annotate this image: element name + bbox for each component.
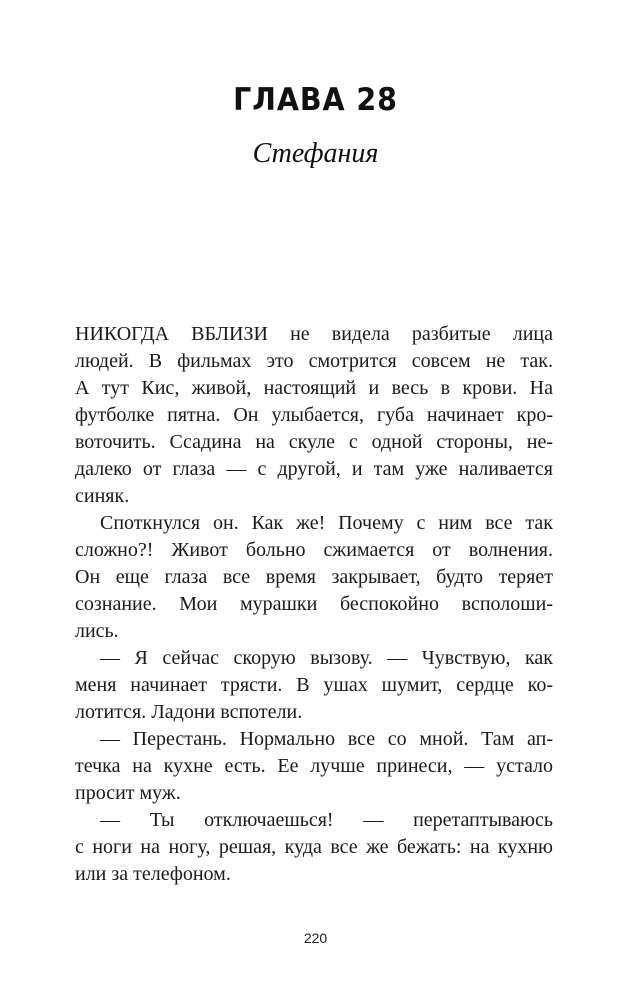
paragraph — [75, 726, 553, 807]
page-number: 220 — [303, 930, 328, 946]
text-line: — Я сейчас скорую вызову. — Чувствую, как — [100, 647, 553, 669]
chapter-subtitle: Стефания — [252, 138, 379, 169]
text-line: меня начинает трясти. В ушах шумит, сердце ко- — [75, 674, 553, 696]
text-line: сложно?! Живот больно сжимается от волнения. — [75, 539, 553, 561]
chapter-title: ГЛАВА 28 — [233, 82, 398, 118]
text-line: футболке пятна. Он улыбается, губа начинает кро- — [75, 404, 553, 426]
body-text — [75, 321, 553, 888]
text-line: сознание. Мои мурашки беспокойно всполоши- — [75, 593, 553, 615]
text-line: далеко от глаза — с другой, и там уже наливается — [75, 458, 553, 480]
text-line: просит муж. — [75, 782, 181, 804]
text-line: или за телефоном. — [75, 863, 231, 885]
text-line: синяк. — [75, 485, 130, 507]
text-line: лись. — [75, 620, 119, 642]
paragraph — [75, 321, 553, 510]
text-line: с ноги на ногу, решая, куда все же бежать: на кухню — [75, 836, 553, 858]
text-line: А тут Кис, живой, настоящий и весь в крови. На — [75, 377, 553, 399]
paragraph — [75, 510, 553, 645]
text-line: — Ты отключаешься! — перетаптываюсь — [100, 809, 553, 831]
text-line: людей. В фильмах это смотрится совсем не так. — [75, 350, 553, 372]
text-line: — Перестань. Нормально все со мной. Там ап- — [100, 728, 553, 750]
paragraph — [75, 645, 553, 726]
paragraph — [75, 807, 553, 888]
text-line: воточить. Ссадина на скуле с одной стороны, не- — [75, 431, 553, 453]
text-line: течка на кухне есть. Ее лучше принеси, — устало — [75, 755, 553, 777]
text-line: НИКОГДА ВБЛИЗИ не видела разбитые лица — [75, 323, 553, 345]
text-line: Он еще глаза все время закрывает, будто теряет — [75, 566, 553, 588]
text-line: лотится. Ладони вспотели. — [75, 701, 303, 723]
text-line: Споткнулся он. Как же! Почему с ним все так — [100, 512, 553, 534]
